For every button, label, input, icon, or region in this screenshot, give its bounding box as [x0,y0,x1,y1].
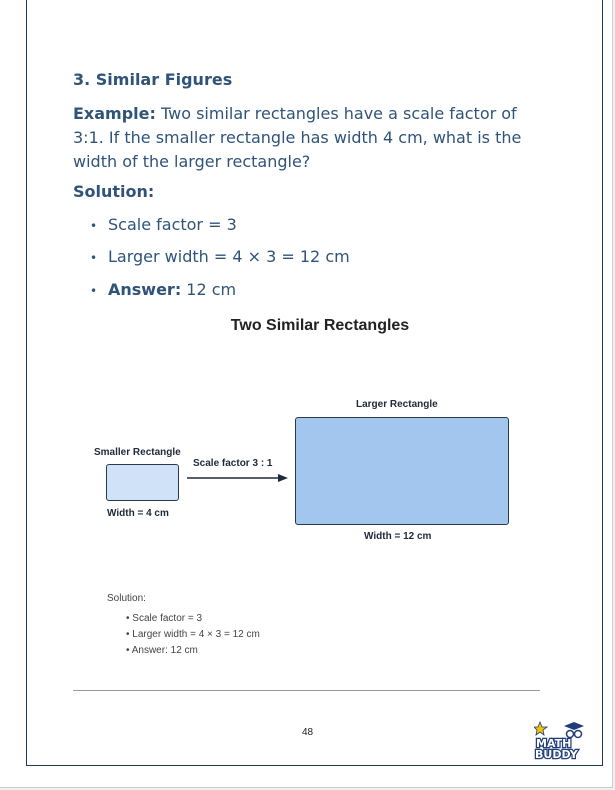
large-rectangle [295,417,509,525]
large-width-label: Width = 12 cm [364,531,432,542]
large-rect-label: Larger Rectangle [356,399,438,410]
section-heading: 3. Similar Figures [73,70,233,89]
bullet-item: • Answer: 12 cm [90,280,237,299]
svg-text:MATH: MATH [536,737,572,750]
diagram-bullet: • Answer: 12 cm [126,645,198,656]
example-body: Two similar rectangles have a scale factor of 3:1. If the smaller rectangle has width 4 cm, what is the width of the larger rectangle? [73,104,522,171]
footer-divider [73,690,540,691]
small-rectangle [106,464,179,501]
page-number: 48 [301,727,314,738]
diagram-bullet: • Larger width = 4 × 3 = 12 cm [126,629,260,640]
bullet-item: • Larger width = 4 × 3 = 12 cm [90,247,350,266]
scale-factor-label: Scale factor 3 : 1 [193,458,273,469]
math-buddy-logo [534,720,584,760]
solution-label: Solution: [73,182,155,201]
example-text [73,102,543,174]
arrow-icon [186,472,290,484]
small-width-label: Width = 4 cm [107,508,169,519]
diagram-solution-label: Solution: [107,593,146,604]
small-rect-label: Smaller Rectangle [94,447,181,458]
diagram-bullet: • Scale factor = 3 [126,613,203,624]
example-label: Example: [73,104,156,123]
diagram-title: Two Similar Rectangles [230,317,410,334]
svg-text:BUDDY: BUDDY [535,748,578,760]
bullet-item: • Scale factor = 3 [90,215,237,234]
